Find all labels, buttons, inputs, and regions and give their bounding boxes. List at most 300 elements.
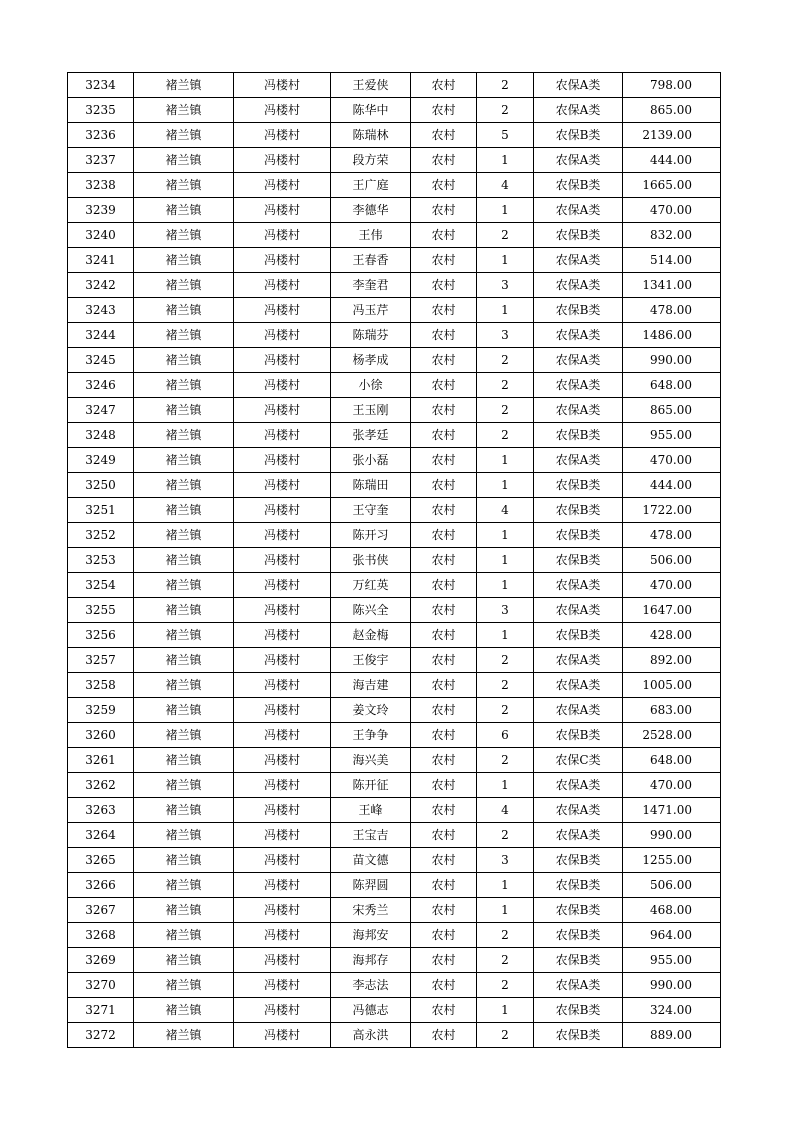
area-type-cell: 农村 xyxy=(411,473,477,498)
name-cell: 冯德志 xyxy=(331,998,411,1023)
household-size-cell: 2 xyxy=(477,923,534,948)
town-cell: 褚兰镇 xyxy=(134,573,234,598)
household-size-cell: 2 xyxy=(477,673,534,698)
category-cell: 农保B类 xyxy=(534,223,623,248)
town-cell: 褚兰镇 xyxy=(134,498,234,523)
area-type-cell: 农村 xyxy=(411,73,477,98)
name-cell: 冯玉芹 xyxy=(331,298,411,323)
amount-cell: 955.00 xyxy=(623,423,721,448)
household-size-cell: 3 xyxy=(477,848,534,873)
row-number-cell: 3245 xyxy=(68,348,134,373)
village-cell: 冯楼村 xyxy=(234,548,331,573)
town-cell: 褚兰镇 xyxy=(134,273,234,298)
village-cell: 冯楼村 xyxy=(234,123,331,148)
area-type-cell: 农村 xyxy=(411,973,477,998)
amount-cell: 444.00 xyxy=(623,473,721,498)
town-cell: 褚兰镇 xyxy=(134,548,234,573)
area-type-cell: 农村 xyxy=(411,948,477,973)
household-size-cell: 6 xyxy=(477,723,534,748)
row-number-cell: 3260 xyxy=(68,723,134,748)
row-number-cell: 3246 xyxy=(68,373,134,398)
household-size-cell: 1 xyxy=(477,623,534,648)
row-number-cell: 3251 xyxy=(68,498,134,523)
table-row xyxy=(68,698,721,723)
town-cell: 褚兰镇 xyxy=(134,698,234,723)
household-size-cell: 2 xyxy=(477,348,534,373)
row-number-cell: 3268 xyxy=(68,923,134,948)
town-cell: 褚兰镇 xyxy=(134,73,234,98)
household-size-cell: 1 xyxy=(477,773,534,798)
name-cell: 陈羿圆 xyxy=(331,873,411,898)
amount-cell: 1722.00 xyxy=(623,498,721,523)
row-number-cell: 3262 xyxy=(68,773,134,798)
household-size-cell: 1 xyxy=(477,298,534,323)
amount-cell: 506.00 xyxy=(623,548,721,573)
amount-cell: 1471.00 xyxy=(623,798,721,823)
category-cell: 农保B类 xyxy=(534,1023,623,1048)
table-row xyxy=(68,73,721,98)
town-cell: 褚兰镇 xyxy=(134,923,234,948)
table-row xyxy=(68,98,721,123)
name-cell: 高永洪 xyxy=(331,1023,411,1048)
category-cell: 农保B类 xyxy=(534,723,623,748)
village-cell: 冯楼村 xyxy=(234,823,331,848)
village-cell: 冯楼村 xyxy=(234,398,331,423)
town-cell: 褚兰镇 xyxy=(134,473,234,498)
area-type-cell: 农村 xyxy=(411,673,477,698)
household-size-cell: 3 xyxy=(477,598,534,623)
row-number-cell: 3243 xyxy=(68,298,134,323)
name-cell: 陈兴全 xyxy=(331,598,411,623)
table-row xyxy=(68,1023,721,1048)
name-cell: 王春香 xyxy=(331,248,411,273)
row-number-cell: 3241 xyxy=(68,248,134,273)
amount-cell: 1005.00 xyxy=(623,673,721,698)
table-row xyxy=(68,398,721,423)
name-cell: 陈华中 xyxy=(331,98,411,123)
town-cell: 褚兰镇 xyxy=(134,648,234,673)
table-row xyxy=(68,473,721,498)
row-number-cell: 3267 xyxy=(68,898,134,923)
name-cell: 赵金梅 xyxy=(331,623,411,648)
row-number-cell: 3249 xyxy=(68,448,134,473)
town-cell: 褚兰镇 xyxy=(134,948,234,973)
name-cell: 陈开征 xyxy=(331,773,411,798)
category-cell: 农保A类 xyxy=(534,798,623,823)
household-size-cell: 4 xyxy=(477,498,534,523)
town-cell: 褚兰镇 xyxy=(134,723,234,748)
amount-cell: 1255.00 xyxy=(623,848,721,873)
amount-cell: 444.00 xyxy=(623,148,721,173)
area-type-cell: 农村 xyxy=(411,748,477,773)
category-cell: 农保A类 xyxy=(534,448,623,473)
area-type-cell: 农村 xyxy=(411,273,477,298)
row-number-cell: 3264 xyxy=(68,823,134,848)
category-cell: 农保B类 xyxy=(534,548,623,573)
area-type-cell: 农村 xyxy=(411,498,477,523)
amount-cell: 648.00 xyxy=(623,373,721,398)
category-cell: 农保B类 xyxy=(534,998,623,1023)
name-cell: 海邦安 xyxy=(331,923,411,948)
household-size-cell: 1 xyxy=(477,548,534,573)
category-cell: 农保A类 xyxy=(534,598,623,623)
area-type-cell: 农村 xyxy=(411,623,477,648)
town-cell: 褚兰镇 xyxy=(134,623,234,648)
row-number-cell: 3247 xyxy=(68,398,134,423)
household-size-cell: 1 xyxy=(477,148,534,173)
area-type-cell: 农村 xyxy=(411,573,477,598)
household-size-cell: 1 xyxy=(477,523,534,548)
household-size-cell: 1 xyxy=(477,573,534,598)
town-cell: 褚兰镇 xyxy=(134,998,234,1023)
household-size-cell: 2 xyxy=(477,73,534,98)
category-cell: 农保A类 xyxy=(534,648,623,673)
name-cell: 万红英 xyxy=(331,573,411,598)
village-cell: 冯楼村 xyxy=(234,273,331,298)
table-row xyxy=(68,673,721,698)
name-cell: 陈瑞田 xyxy=(331,473,411,498)
row-number-cell: 3237 xyxy=(68,148,134,173)
name-cell: 王广庭 xyxy=(331,173,411,198)
row-number-cell: 3265 xyxy=(68,848,134,873)
village-cell: 冯楼村 xyxy=(234,573,331,598)
town-cell: 褚兰镇 xyxy=(134,148,234,173)
area-type-cell: 农村 xyxy=(411,423,477,448)
row-number-cell: 3261 xyxy=(68,748,134,773)
name-cell: 段方荣 xyxy=(331,148,411,173)
name-cell: 张书侠 xyxy=(331,548,411,573)
category-cell: 农保A类 xyxy=(534,73,623,98)
area-type-cell: 农村 xyxy=(411,548,477,573)
amount-cell: 1647.00 xyxy=(623,598,721,623)
table-row xyxy=(68,173,721,198)
village-cell: 冯楼村 xyxy=(234,998,331,1023)
household-size-cell: 1 xyxy=(477,998,534,1023)
town-cell: 褚兰镇 xyxy=(134,98,234,123)
row-number-cell: 3266 xyxy=(68,873,134,898)
table-row xyxy=(68,273,721,298)
town-cell: 褚兰镇 xyxy=(134,973,234,998)
category-cell: 农保A类 xyxy=(534,373,623,398)
category-cell: 农保B类 xyxy=(534,298,623,323)
name-cell: 王宝吉 xyxy=(331,823,411,848)
table-row xyxy=(68,123,721,148)
category-cell: 农保A类 xyxy=(534,198,623,223)
village-cell: 冯楼村 xyxy=(234,723,331,748)
village-cell: 冯楼村 xyxy=(234,648,331,673)
table-row xyxy=(68,573,721,598)
household-size-cell: 2 xyxy=(477,398,534,423)
household-size-cell: 2 xyxy=(477,748,534,773)
town-cell: 褚兰镇 xyxy=(134,1023,234,1048)
amount-cell: 889.00 xyxy=(623,1023,721,1048)
area-type-cell: 农村 xyxy=(411,1023,477,1048)
row-number-cell: 3238 xyxy=(68,173,134,198)
household-size-cell: 2 xyxy=(477,98,534,123)
household-size-cell: 1 xyxy=(477,448,534,473)
town-cell: 褚兰镇 xyxy=(134,298,234,323)
table-row xyxy=(68,248,721,273)
village-cell: 冯楼村 xyxy=(234,73,331,98)
household-size-cell: 3 xyxy=(477,323,534,348)
town-cell: 褚兰镇 xyxy=(134,673,234,698)
row-number-cell: 3239 xyxy=(68,198,134,223)
village-cell: 冯楼村 xyxy=(234,973,331,998)
area-type-cell: 农村 xyxy=(411,998,477,1023)
area-type-cell: 农村 xyxy=(411,123,477,148)
household-size-cell: 1 xyxy=(477,873,534,898)
town-cell: 褚兰镇 xyxy=(134,523,234,548)
amount-cell: 324.00 xyxy=(623,998,721,1023)
table-row xyxy=(68,223,721,248)
table-row xyxy=(68,348,721,373)
village-cell: 冯楼村 xyxy=(234,348,331,373)
area-type-cell: 农村 xyxy=(411,373,477,398)
amount-cell: 1341.00 xyxy=(623,273,721,298)
name-cell: 李奎君 xyxy=(331,273,411,298)
table-row xyxy=(68,873,721,898)
town-cell: 褚兰镇 xyxy=(134,748,234,773)
table-row xyxy=(68,823,721,848)
village-cell: 冯楼村 xyxy=(234,498,331,523)
category-cell: 农保A类 xyxy=(534,148,623,173)
village-cell: 冯楼村 xyxy=(234,423,331,448)
village-cell: 冯楼村 xyxy=(234,923,331,948)
household-size-cell: 2 xyxy=(477,423,534,448)
row-number-cell: 3270 xyxy=(68,973,134,998)
village-cell: 冯楼村 xyxy=(234,473,331,498)
village-cell: 冯楼村 xyxy=(234,898,331,923)
table-body xyxy=(68,73,721,1048)
category-cell: 农保B类 xyxy=(534,173,623,198)
table-row xyxy=(68,623,721,648)
table-row xyxy=(68,298,721,323)
village-cell: 冯楼村 xyxy=(234,298,331,323)
table-row xyxy=(68,773,721,798)
category-cell: 农保B类 xyxy=(534,948,623,973)
name-cell: 李德华 xyxy=(331,198,411,223)
table-row xyxy=(68,923,721,948)
area-type-cell: 农村 xyxy=(411,648,477,673)
amount-cell: 478.00 xyxy=(623,523,721,548)
household-size-cell: 2 xyxy=(477,373,534,398)
name-cell: 海邦存 xyxy=(331,948,411,973)
village-cell: 冯楼村 xyxy=(234,848,331,873)
amount-cell: 798.00 xyxy=(623,73,721,98)
category-cell: 农保A类 xyxy=(534,698,623,723)
category-cell: 农保B类 xyxy=(534,923,623,948)
village-cell: 冯楼村 xyxy=(234,98,331,123)
category-cell: 农保A类 xyxy=(534,398,623,423)
village-cell: 冯楼村 xyxy=(234,523,331,548)
household-size-cell: 1 xyxy=(477,473,534,498)
village-cell: 冯楼村 xyxy=(234,598,331,623)
household-size-cell: 1 xyxy=(477,248,534,273)
name-cell: 李志法 xyxy=(331,973,411,998)
area-type-cell: 农村 xyxy=(411,873,477,898)
category-cell: 农保A类 xyxy=(534,323,623,348)
town-cell: 褚兰镇 xyxy=(134,223,234,248)
village-cell: 冯楼村 xyxy=(234,948,331,973)
town-cell: 褚兰镇 xyxy=(134,123,234,148)
area-type-cell: 农村 xyxy=(411,698,477,723)
name-cell: 王争争 xyxy=(331,723,411,748)
town-cell: 褚兰镇 xyxy=(134,798,234,823)
amount-cell: 478.00 xyxy=(623,298,721,323)
area-type-cell: 农村 xyxy=(411,823,477,848)
name-cell: 王爱侠 xyxy=(331,73,411,98)
amount-cell: 506.00 xyxy=(623,873,721,898)
name-cell: 王伟 xyxy=(331,223,411,248)
name-cell: 张孝廷 xyxy=(331,423,411,448)
amount-cell: 865.00 xyxy=(623,398,721,423)
area-type-cell: 农村 xyxy=(411,248,477,273)
amount-cell: 683.00 xyxy=(623,698,721,723)
amount-cell: 1665.00 xyxy=(623,173,721,198)
town-cell: 褚兰镇 xyxy=(134,198,234,223)
amount-cell: 470.00 xyxy=(623,448,721,473)
amount-cell: 990.00 xyxy=(623,348,721,373)
area-type-cell: 农村 xyxy=(411,398,477,423)
town-cell: 褚兰镇 xyxy=(134,598,234,623)
row-number-cell: 3244 xyxy=(68,323,134,348)
village-cell: 冯楼村 xyxy=(234,1023,331,1048)
village-cell: 冯楼村 xyxy=(234,173,331,198)
amount-cell: 955.00 xyxy=(623,948,721,973)
town-cell: 褚兰镇 xyxy=(134,373,234,398)
area-type-cell: 农村 xyxy=(411,898,477,923)
amount-cell: 468.00 xyxy=(623,898,721,923)
amount-cell: 470.00 xyxy=(623,198,721,223)
village-cell: 冯楼村 xyxy=(234,798,331,823)
row-number-cell: 3257 xyxy=(68,648,134,673)
village-cell: 冯楼村 xyxy=(234,673,331,698)
household-size-cell: 2 xyxy=(477,223,534,248)
category-cell: 农保B类 xyxy=(534,473,623,498)
village-cell: 冯楼村 xyxy=(234,748,331,773)
village-cell: 冯楼村 xyxy=(234,773,331,798)
table-row xyxy=(68,523,721,548)
category-cell: 农保A类 xyxy=(534,973,623,998)
area-type-cell: 农村 xyxy=(411,173,477,198)
household-size-cell: 1 xyxy=(477,198,534,223)
town-cell: 褚兰镇 xyxy=(134,823,234,848)
amount-cell: 514.00 xyxy=(623,248,721,273)
amount-cell: 1486.00 xyxy=(623,323,721,348)
table-row xyxy=(68,998,721,1023)
name-cell: 小徐 xyxy=(331,373,411,398)
amount-cell: 470.00 xyxy=(623,773,721,798)
household-size-cell: 2 xyxy=(477,698,534,723)
town-cell: 褚兰镇 xyxy=(134,323,234,348)
area-type-cell: 农村 xyxy=(411,348,477,373)
area-type-cell: 农村 xyxy=(411,298,477,323)
category-cell: 农保B类 xyxy=(534,848,623,873)
town-cell: 褚兰镇 xyxy=(134,423,234,448)
household-size-cell: 2 xyxy=(477,1023,534,1048)
village-cell: 冯楼村 xyxy=(234,698,331,723)
row-number-cell: 3236 xyxy=(68,123,134,148)
amount-cell: 865.00 xyxy=(623,98,721,123)
category-cell: 农保C类 xyxy=(534,748,623,773)
category-cell: 农保A类 xyxy=(534,773,623,798)
name-cell: 王守奎 xyxy=(331,498,411,523)
category-cell: 农保A类 xyxy=(534,98,623,123)
household-size-cell: 5 xyxy=(477,123,534,148)
table-row xyxy=(68,498,721,523)
row-number-cell: 3259 xyxy=(68,698,134,723)
category-cell: 农保A类 xyxy=(534,248,623,273)
category-cell: 农保B类 xyxy=(534,898,623,923)
household-size-cell: 2 xyxy=(477,648,534,673)
village-cell: 冯楼村 xyxy=(234,373,331,398)
category-cell: 农保B类 xyxy=(534,523,623,548)
row-number-cell: 3252 xyxy=(68,523,134,548)
town-cell: 褚兰镇 xyxy=(134,773,234,798)
household-size-cell: 4 xyxy=(477,173,534,198)
name-cell: 海吉建 xyxy=(331,673,411,698)
name-cell: 宋秀兰 xyxy=(331,898,411,923)
category-cell: 农保B类 xyxy=(534,873,623,898)
amount-cell: 892.00 xyxy=(623,648,721,673)
name-cell: 王峰 xyxy=(331,798,411,823)
table-row xyxy=(68,848,721,873)
row-number-cell: 3271 xyxy=(68,998,134,1023)
household-size-cell: 2 xyxy=(477,973,534,998)
area-type-cell: 农村 xyxy=(411,598,477,623)
amount-cell: 470.00 xyxy=(623,573,721,598)
area-type-cell: 农村 xyxy=(411,523,477,548)
amount-cell: 2139.00 xyxy=(623,123,721,148)
village-cell: 冯楼村 xyxy=(234,873,331,898)
name-cell: 张小磊 xyxy=(331,448,411,473)
category-cell: 农保A类 xyxy=(534,673,623,698)
row-number-cell: 3256 xyxy=(68,623,134,648)
area-type-cell: 农村 xyxy=(411,198,477,223)
table-row xyxy=(68,973,721,998)
row-number-cell: 3254 xyxy=(68,573,134,598)
area-type-cell: 农村 xyxy=(411,323,477,348)
name-cell: 陈瑞林 xyxy=(331,123,411,148)
household-size-cell: 4 xyxy=(477,798,534,823)
row-number-cell: 3242 xyxy=(68,273,134,298)
area-type-cell: 农村 xyxy=(411,773,477,798)
amount-cell: 990.00 xyxy=(623,823,721,848)
table-row xyxy=(68,898,721,923)
category-cell: 农保B类 xyxy=(534,423,623,448)
category-cell: 农保B类 xyxy=(534,623,623,648)
name-cell: 杨孝成 xyxy=(331,348,411,373)
row-number-cell: 3263 xyxy=(68,798,134,823)
area-type-cell: 农村 xyxy=(411,448,477,473)
town-cell: 褚兰镇 xyxy=(134,873,234,898)
amount-cell: 964.00 xyxy=(623,923,721,948)
row-number-cell: 3234 xyxy=(68,73,134,98)
town-cell: 褚兰镇 xyxy=(134,173,234,198)
household-size-cell: 2 xyxy=(477,823,534,848)
table-row xyxy=(68,598,721,623)
area-type-cell: 农村 xyxy=(411,148,477,173)
table-row xyxy=(68,948,721,973)
row-number-cell: 3250 xyxy=(68,473,134,498)
amount-cell: 428.00 xyxy=(623,623,721,648)
area-type-cell: 农村 xyxy=(411,848,477,873)
village-cell: 冯楼村 xyxy=(234,223,331,248)
name-cell: 姜文玲 xyxy=(331,698,411,723)
row-number-cell: 3269 xyxy=(68,948,134,973)
area-type-cell: 农村 xyxy=(411,798,477,823)
village-cell: 冯楼村 xyxy=(234,148,331,173)
